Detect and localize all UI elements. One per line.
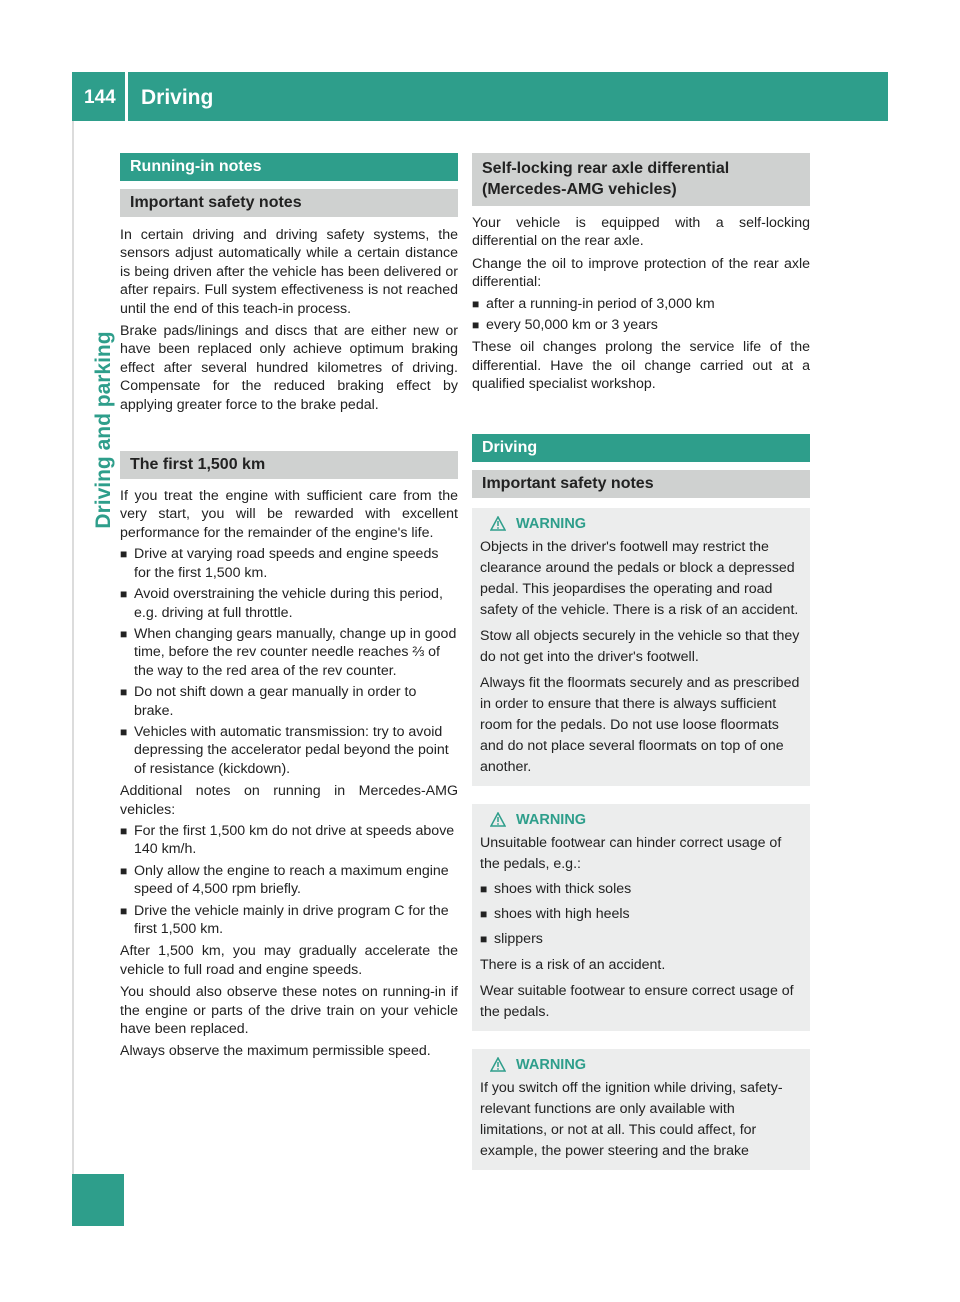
side-tab-label: Driving and parking [92,331,115,529]
warning-label: WARNING [516,515,587,532]
list-item: ■ shoes with high heels [480,904,802,925]
warning-header [490,516,802,532]
paragraph: In certain driving and driving safety systems, the sensors adjust automatically while a certain distance is being driven after the vehicle has been delivered or after repairs. Full system effectiveness is not reached until the end of this teach-in process. [120,227,458,317]
header-divider [125,72,128,121]
paragraph: Additional notes on running in Mercedes-AMG vehicles: [120,783,458,818]
subsection-title-safety: Important safety notes [472,470,810,498]
list-item: ■ shoes with thick soles [480,879,802,900]
bullet-list [480,879,802,950]
paragraph: Change the oil to improve protection of the rear axle differential: [472,255,810,291]
list-item: ■ slippers [480,929,802,950]
list-item: ■ Only allow the engine to reach a maximum engine speed of 4,500 rpm briefly. [120,862,449,898]
paragraph: These oil changes prolong the service life of the differential. Have the oil change carried out at a qualified specialist workshop. [472,339,810,393]
list-item: ■ Drive the vehicle mainly in drive program C for the first 1,500 km. [120,902,449,937]
paragraph: Always observe the maximum permissible speed. [120,1043,431,1060]
list-item: ■ Do not shift down a gear manually in order to brake. [120,684,417,719]
warning-label: WARNING [516,811,587,828]
subsection-title-first-1500: The first 1,500 km [120,451,458,479]
bullet-icon: ■ [480,881,488,896]
bullet-icon: ■ [120,587,128,602]
warning-text: Unsuitable footwear can hinder correct usage of the pedals, e.g.: [480,834,782,872]
page-title: Driving [141,86,214,109]
subsection-title-safety: Important safety notes [120,189,458,217]
bullet-list [472,295,810,335]
list-item: ■ Vehicles with automatic transmission: try to avoid depressing the accelerator pedal beyond the point of resistance (kickdown). [120,723,449,777]
section-title-running-in: Running-in notes [120,153,458,181]
list-item: ■ Drive at varying road speeds and engine speeds for the first 1,500 km. [120,546,439,581]
bullet-icon: ■ [120,823,128,838]
paragraph: Brake pads/linings and discs that are either new or have been replaced only achieve optimum braking effect after several hundred kilometres of driving. Compensate for the reduced braking effect by applying greater force to the brake pedal. [120,323,458,413]
paragraph: Your vehicle is equipped with a self-locking differential on the rear axle. [472,215,810,250]
warning-triangle-icon [490,812,506,827]
bullet-icon: ■ [480,931,488,946]
list-item: ■ every 50,000 km or 3 years [472,317,658,334]
left-column [120,153,458,1061]
bullet-icon: ■ [120,626,128,641]
warning-box [472,804,810,1031]
warning-box [472,508,810,786]
bullet-icon: ■ [120,685,128,700]
warning-triangle-icon [490,516,506,531]
title-line: (Mercedes-AMG vehicles) [482,181,677,198]
paragraph: If you treat the engine with sufficient care from the very start, you will be rewarded with excellent performance for the remainder of the engine's life. [120,488,458,541]
bullet-icon: ■ [120,903,128,918]
warning-text: Stow all objects securely in the vehicle so that they do not get into the driver's footwell. [480,627,800,665]
bullet-icon: ■ [472,318,480,333]
warning-triangle-icon [490,1057,506,1072]
list-item: ■ When changing gears manually, change up in good time, before the rev counter needle reaches ⅔ of the way to the red area of the rev counter. [120,625,457,679]
paragraph: You should also observe these notes on running-in if the engine or parts of the drive train on your vehicle have been replaced. [120,984,458,1038]
bullet-list [120,545,458,778]
list-item: ■ Avoid overstraining the vehicle during this period, e.g. driving at full throttle. [120,586,443,621]
section-title-differential [472,153,810,206]
bullet-icon: ■ [120,863,128,878]
warning-header [490,812,802,828]
warning-text: Objects in the driver's footwell may restrict the clearance around the pedals or block a depressed pedal. This jeopardises the operating and road safety of the vehicle. There is a risk of an accident. [480,538,799,618]
title-line: Self-locking rear axle differential [482,160,730,177]
warning-text: Always fit the floormats securely and as prescribed in order to ensure that there is always sufficient room for the pedals. Do not use loose floormats and do not place several floormats on top of one another. [480,674,800,775]
right-column [472,153,810,1170]
side-tab-marker [72,1174,124,1226]
page-number: 144 [84,87,116,108]
list-item: ■ For the first 1,500 km do not drive at speeds above 140 km/h. [120,822,455,858]
warning-label: WARNING [516,1056,587,1073]
warning-box [472,1049,810,1170]
bullet-icon: ■ [120,547,128,562]
list-item: ■ after a running-in period of 3,000 km [472,295,715,312]
warning-header [490,1057,802,1073]
bullet-icon: ■ [120,724,128,739]
bullet-list [120,822,458,938]
warning-text: Wear suitable footwear to ensure correct usage of the pedals. [480,982,794,1020]
warning-text: If you switch off the ignition while driving, safety-relevant functions are only available with limitations, or not at all. This could affect, for example, the power steering and the brake [480,1079,783,1159]
bullet-icon: ■ [480,906,488,921]
paragraph: After 1,500 km, you may gradually accelerate the vehicle to full road and engine speeds. [120,943,458,978]
side-rule [72,121,74,1181]
bullet-icon: ■ [472,296,480,311]
section-title-driving: Driving [472,434,810,462]
warning-text: There is a risk of an accident. [480,956,666,973]
